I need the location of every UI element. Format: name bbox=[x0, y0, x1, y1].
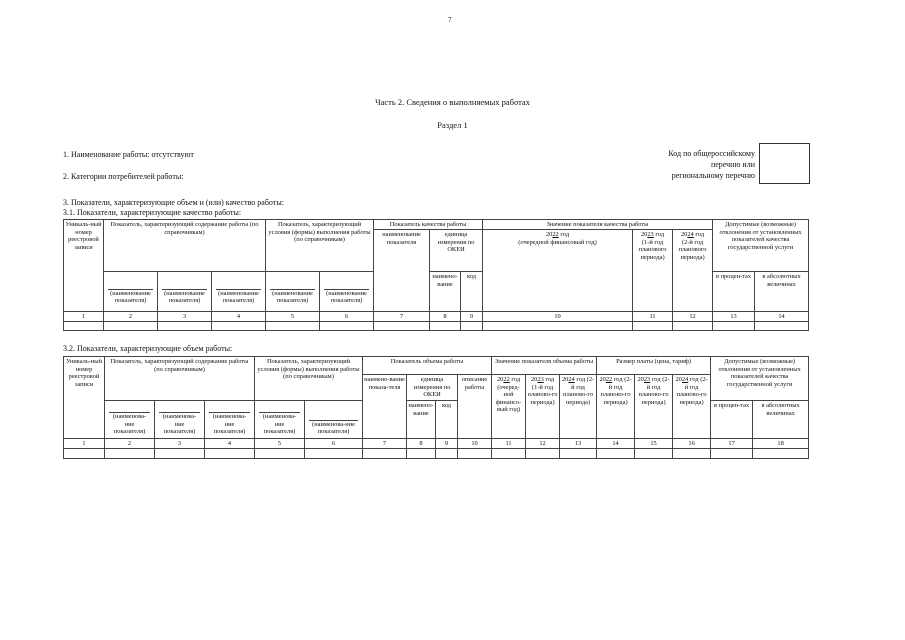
col-number: 2 bbox=[104, 312, 158, 322]
year-plan1-header bbox=[633, 230, 673, 312]
kod-line-2: перечню или bbox=[710, 160, 755, 169]
volume-heading: 3.2. Показатели, характеризующие объем работы: bbox=[63, 344, 233, 353]
year-prefix: 20 bbox=[675, 376, 682, 383]
col-number: 1 bbox=[64, 312, 104, 322]
conditions-indicator-1 bbox=[255, 401, 305, 439]
data-cell[interactable] bbox=[64, 448, 105, 458]
unit-name-header: наимено-вание bbox=[430, 272, 461, 312]
col-number: 10 bbox=[458, 439, 492, 449]
col-number: 11 bbox=[492, 439, 526, 449]
year-word: год bbox=[509, 376, 521, 383]
year-note: (2-й год планово-го периода) bbox=[600, 376, 632, 406]
quality-heading: 3.1. Показатели, характеризующие качество работы: bbox=[63, 208, 242, 217]
work-name: 1. Наименование работы: отсутствуют bbox=[63, 150, 194, 159]
conditions-indicator-2 bbox=[305, 401, 363, 439]
data-cell[interactable] bbox=[461, 321, 483, 330]
col-number: 1 bbox=[64, 439, 105, 449]
data-cell[interactable] bbox=[374, 321, 430, 330]
data-cell[interactable] bbox=[266, 321, 320, 330]
indicator-name-label: (наименование показателя) bbox=[216, 289, 261, 305]
unique-number-header: Уникаль-ный номер реестровой записи bbox=[64, 220, 104, 312]
indicator-name-label: (наименова-ние показателя) bbox=[159, 412, 200, 436]
data-cell[interactable] bbox=[436, 448, 458, 458]
deviation-header: Допустимые (возможные) отклонения от установленных показателей качества государственной услуги bbox=[711, 357, 809, 401]
data-cell[interactable] bbox=[711, 448, 753, 458]
year-prefix: 20 bbox=[561, 376, 569, 383]
year-prefix: 20 bbox=[545, 231, 553, 238]
content-indicator-header: Показатель, характеризующий содержание работы (по справочникам) bbox=[104, 220, 266, 272]
col-number: 11 bbox=[633, 312, 673, 322]
data-cell[interactable] bbox=[560, 448, 597, 458]
col-number: 5 bbox=[255, 439, 305, 449]
col-number: 8 bbox=[407, 439, 436, 449]
data-cell[interactable] bbox=[673, 448, 711, 458]
content-indicator-3 bbox=[205, 401, 255, 439]
quality-table bbox=[63, 219, 809, 331]
year-suffix: 22 bbox=[552, 231, 559, 238]
volume-indicator-header: Показатель объема работы bbox=[363, 357, 492, 375]
col-number: 2 bbox=[105, 439, 155, 449]
year-word: год bbox=[653, 231, 665, 238]
data-cell[interactable] bbox=[407, 448, 436, 458]
unit-code-header: код bbox=[436, 401, 458, 439]
col-number: 12 bbox=[526, 439, 560, 449]
col-number: 3 bbox=[155, 439, 205, 449]
col-number: 16 bbox=[673, 439, 711, 449]
year-note: (2-й год планово-го периода) bbox=[638, 376, 670, 406]
unique-number-header: Уникаль-ный номер реестровой записи bbox=[64, 357, 105, 439]
data-cell[interactable] bbox=[635, 448, 673, 458]
col-number: 14 bbox=[755, 312, 809, 322]
data-cell[interactable] bbox=[363, 448, 407, 458]
unit-code-header: код bbox=[461, 272, 483, 312]
year-suffix: 23 bbox=[647, 231, 654, 238]
col-number: 9 bbox=[461, 312, 483, 322]
year-prefix: 20 bbox=[680, 231, 688, 238]
deviation-header: Допустимые (возможные) отклонения от установленных показателей качества государственной услуги bbox=[713, 220, 809, 272]
col-number: 13 bbox=[560, 439, 597, 449]
col-number: 14 bbox=[597, 439, 635, 449]
year-note: (2-й год планово-го периода) bbox=[563, 376, 595, 406]
volume-year-plan2 bbox=[560, 375, 597, 439]
year-suffix: 23 bbox=[537, 376, 544, 383]
content-indicator-2 bbox=[155, 401, 205, 439]
year-word: год bbox=[688, 376, 699, 383]
col-number: 7 bbox=[363, 439, 407, 449]
fee-year-plan1 bbox=[635, 375, 673, 439]
registry-code-box[interactable] bbox=[759, 143, 810, 184]
section-title: Раздел 1 bbox=[437, 120, 468, 130]
indicator-name-label: (наименова-ние показателя) bbox=[259, 412, 300, 436]
data-cell[interactable] bbox=[212, 321, 266, 330]
year-prefix: 20 bbox=[496, 376, 504, 383]
indicator-name-label: (наименование показателя) bbox=[108, 289, 153, 305]
year-word: год bbox=[543, 376, 555, 383]
year-prefix: 20 bbox=[640, 231, 648, 238]
conditions-indicator-header: Показатель, характеризующий условия (формы) выполнения работы (по справочникам) bbox=[255, 357, 363, 401]
work-description-header: описание работы bbox=[458, 375, 492, 439]
data-cell[interactable] bbox=[105, 448, 155, 458]
col-number: 7 bbox=[374, 312, 430, 322]
page-number: 7 bbox=[448, 16, 452, 24]
col-number: 17 bbox=[711, 439, 753, 449]
deviation-percent-header: в процен-тах bbox=[711, 401, 753, 439]
data-cell[interactable] bbox=[597, 448, 635, 458]
year-prefix: 20 bbox=[530, 376, 538, 383]
col-number: 10 bbox=[483, 312, 633, 322]
col-number: 9 bbox=[436, 439, 458, 449]
year-word: год bbox=[650, 376, 661, 383]
kod-line-3: региональному перечню bbox=[671, 171, 755, 180]
volume-value-header: Значение показателя объема работы bbox=[492, 357, 597, 375]
data-cell[interactable] bbox=[104, 321, 158, 330]
volume-unit-okei: единица измерения по ОКЕИ bbox=[407, 375, 458, 401]
col-number: 3 bbox=[158, 312, 212, 322]
year-current-note: (очередной финансовый год) bbox=[518, 238, 597, 246]
data-cell[interactable] bbox=[633, 321, 673, 330]
col-number: 5 bbox=[266, 312, 320, 322]
year-suffix: 24 bbox=[568, 376, 575, 383]
fee-year-current bbox=[597, 375, 635, 439]
unit-name-header: наимено-вание bbox=[407, 401, 436, 439]
deviation-absolute-header: в абсолютных величинах bbox=[755, 272, 809, 312]
indicator-name-label: (наименова-ние показателя) bbox=[309, 420, 358, 436]
data-cell[interactable] bbox=[430, 321, 461, 330]
col-number: 15 bbox=[635, 439, 673, 449]
indicator-name-label: (наименование показателя) bbox=[162, 289, 207, 305]
content-indicator-3 bbox=[212, 272, 266, 312]
year-prefix: 20 bbox=[637, 376, 644, 383]
kod-line-1: Код по общероссийскому bbox=[668, 149, 755, 158]
fee-year-plan2 bbox=[673, 375, 711, 439]
year-prefix: 20 bbox=[599, 376, 606, 383]
indicators-heading: 3. Показатели, характеризующие объем и (или) качество работы: bbox=[63, 198, 284, 207]
data-cell[interactable] bbox=[305, 448, 363, 458]
data-cell[interactable] bbox=[205, 448, 255, 458]
part-title: Часть 2. Сведения о выполняемых работах bbox=[375, 97, 530, 107]
content-indicator-header: Показатель, характеризующий содержание работы (по справочникам) bbox=[105, 357, 255, 401]
year-note: (очеред-ной финансо-вый год) bbox=[495, 383, 522, 414]
year-suffix: 24 bbox=[687, 231, 694, 238]
year-suffix: 24 bbox=[681, 376, 689, 383]
year-word: год bbox=[558, 231, 570, 238]
content-indicator-2 bbox=[158, 272, 212, 312]
volume-table bbox=[63, 356, 809, 459]
quality-unit-okei: единица измерения по ОКЕИ bbox=[430, 230, 483, 272]
data-cell[interactable] bbox=[320, 321, 374, 330]
data-cell[interactable] bbox=[753, 448, 809, 458]
quality-indicator-name: наименование показателя bbox=[374, 230, 430, 312]
col-number: 6 bbox=[305, 439, 363, 449]
deviation-percent-header: в процен-тах bbox=[713, 272, 755, 312]
quality-indicator-header: Показатель качества работы bbox=[374, 220, 483, 230]
year-note: (2-й год планово-го периода) bbox=[676, 376, 708, 406]
volume-year-plan1 bbox=[526, 375, 560, 439]
year-suffix: 22 bbox=[605, 376, 613, 383]
quality-value-header: Значение показателя качества работы bbox=[483, 220, 713, 230]
col-number: 6 bbox=[320, 312, 374, 322]
conditions-indicator-1 bbox=[266, 272, 320, 312]
year-suffix: 23 bbox=[643, 376, 651, 383]
conditions-indicator-header: Показатель, характеризующий условия (формы) выполнения работы (по справочникам) bbox=[266, 220, 374, 272]
data-cell[interactable] bbox=[483, 321, 633, 330]
registry-code-label bbox=[620, 148, 755, 181]
data-cell[interactable] bbox=[64, 321, 104, 330]
data-cell[interactable] bbox=[458, 448, 492, 458]
fee-header: Размер платы (цена, тариф) bbox=[597, 357, 711, 375]
indicator-name-label: (наименование показателя) bbox=[270, 289, 315, 305]
year-suffix: 22 bbox=[503, 376, 510, 383]
col-number: 13 bbox=[713, 312, 755, 322]
year-current-header bbox=[483, 230, 633, 312]
col-number: 18 bbox=[753, 439, 809, 449]
deviation-absolute-header: в абсолютных величинах bbox=[753, 401, 809, 439]
col-number: 4 bbox=[212, 312, 266, 322]
data-cell[interactable] bbox=[755, 321, 809, 330]
col-number: 4 bbox=[205, 439, 255, 449]
data-cell[interactable] bbox=[713, 321, 755, 330]
data-cell[interactable] bbox=[255, 448, 305, 458]
year-word: год bbox=[574, 376, 586, 383]
content-indicator-1 bbox=[104, 272, 158, 312]
indicator-name-label: (наименова-ние показателя) bbox=[209, 412, 250, 436]
data-cell[interactable] bbox=[526, 448, 560, 458]
year-plan2-header bbox=[673, 230, 713, 312]
year-plan1-note: (1-й год планового периода) bbox=[638, 238, 667, 261]
col-number: 12 bbox=[673, 312, 713, 322]
conditions-indicator-2 bbox=[320, 272, 374, 312]
year-plan2-note: (2-й год планового периода) bbox=[678, 238, 707, 261]
indicator-name-label: (наименова-ние показателя) bbox=[109, 412, 150, 436]
volume-year-current bbox=[492, 375, 526, 439]
content-indicator-1 bbox=[105, 401, 155, 439]
consumer-categories: 2. Категории потребителей работы: bbox=[63, 172, 184, 181]
data-cell[interactable] bbox=[155, 448, 205, 458]
indicator-name-label: (наименование показателя) bbox=[324, 289, 369, 305]
data-cell[interactable] bbox=[492, 448, 526, 458]
col-number: 8 bbox=[430, 312, 461, 322]
volume-indicator-name: наимено-вание показа-теля bbox=[363, 375, 407, 439]
year-note: (1-й год планово-го периода) bbox=[527, 383, 558, 406]
data-cell[interactable] bbox=[158, 321, 212, 330]
year-word: год bbox=[693, 231, 705, 238]
data-cell[interactable] bbox=[673, 321, 713, 330]
year-word: год bbox=[612, 376, 623, 383]
